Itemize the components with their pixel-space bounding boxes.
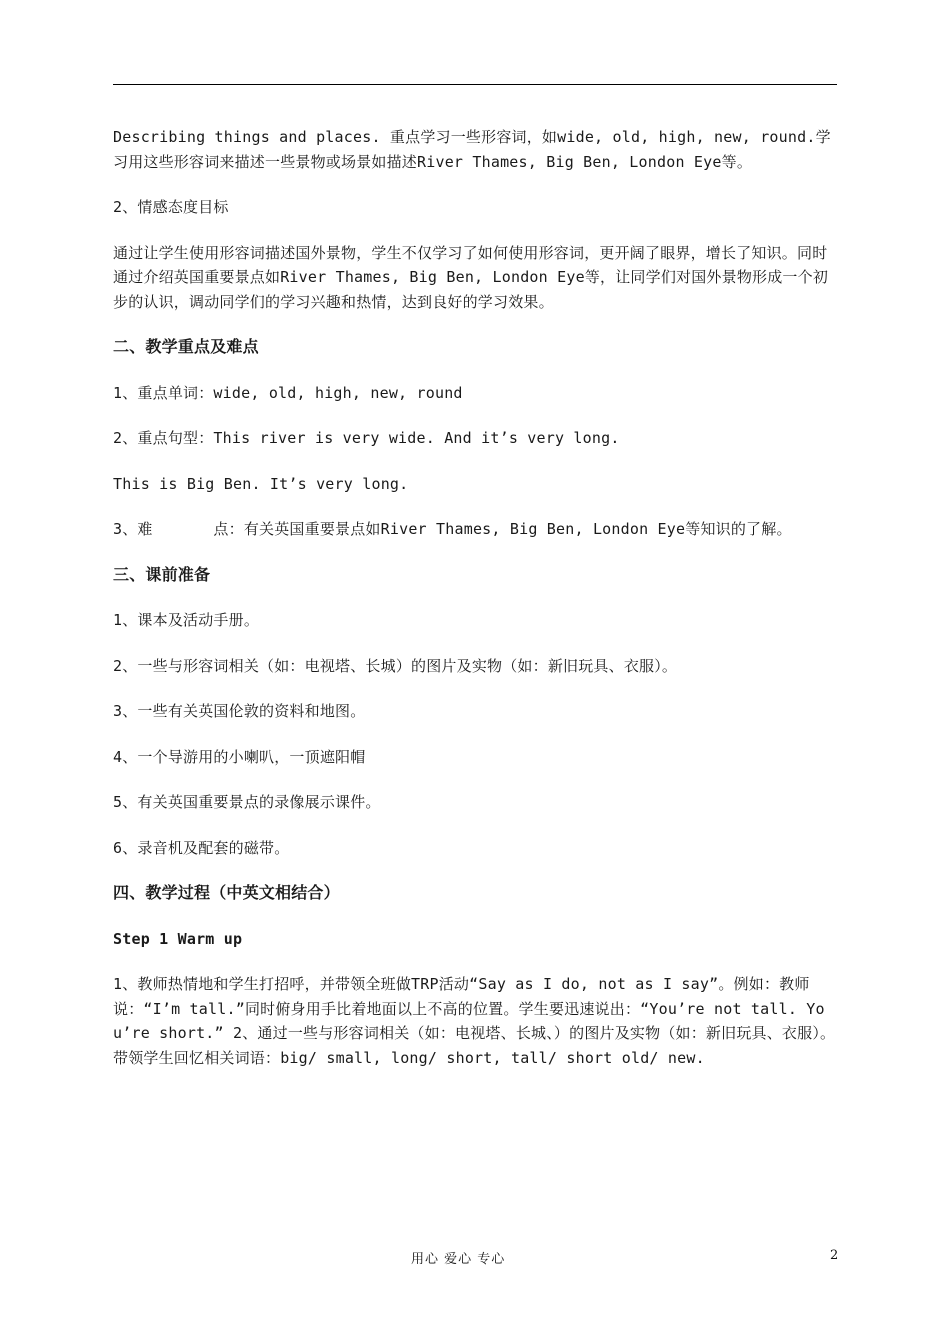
paragraph-example-sentence: This is Big Ben. It’s very long. (113, 474, 409, 493)
prep-item-5: 5、有关英国重要景点的录像展示课件。 (113, 793, 381, 811)
prep-item-4: 4、一个导游用的小喇叭，一顶遮阳帽 (113, 747, 366, 766)
section-heading-preparation: 三、课前准备 (113, 564, 211, 584)
step-heading-warm-up: Step 1 Warm up (113, 929, 243, 948)
paragraph-warm-up-activity: 1、教师热情地和学生打招呼，并带领全班做TRP活动“Say as I do, not as I say”。例如：教师说：“I’m tall.”同时俯身用手比着地面以上不高的位置。学生要迅速说出：“You’re not tall. You’re short.” 2、通过一些与形容词相关（如：电视塔、长城、）的图片及实物（如：新旧玩具、衣服）。带领学生回忆相关词语：big/ small, long/ short, tall/ short old/ new. (113, 975, 836, 1067)
paragraph-difficult-points: 3、难 点：有关英国重要景点如River Thames, Big Ben, London Eye等知识的了解。 (113, 520, 792, 538)
document-body (113, 125, 837, 1091)
section-heading-teaching-process: 四、教学过程（中英文相结合） (113, 883, 340, 902)
paragraph-key-sentences: 2、重点句型：This river is very wide. And it’s very long. (113, 429, 620, 447)
header-rule (113, 84, 837, 85)
page-number: 2 (830, 1248, 839, 1263)
prep-item-2: 2、一些与形容词相关（如：电视塔、长城）的图片及实物（如：新旧玩具、衣服）。 (113, 656, 678, 675)
paragraph-key-words: 1、重点单词：wide, old, high, new, round (113, 383, 463, 402)
paragraph-emotion-goal: 通过让学生使用形容词描述国外景物，学生不仅学习了如何使用形容词，更开阔了眼界，增长了知识。同时通过介绍英国重要景点如River Thames, Big Ben, London Eye等，让同学们对国外景物形成一个初步的认识，调动同学们的学习兴趣和热情，达到良好的学习效果。 (113, 243, 829, 311)
footer-motto: 用心 爱心 专心 (411, 1252, 506, 1267)
paragraph-emotion-goal-label: 2、情感态度目标 (113, 198, 229, 216)
prep-item-1: 1、课本及活动手册。 (113, 611, 260, 629)
paragraph-describing-things: Describing things and places. 重点学习一些形容词，如wide, old, high, new, round.学习用这些形容词来描述一些景物或场景如描述River Thames, Big Ben, London Eye等。 (113, 128, 831, 171)
prep-item-3: 3、一些有关英国伦敦的资料和地图。 (113, 702, 366, 720)
prep-item-6: 6、录音机及配套的磁带。 (113, 838, 290, 857)
section-heading-key-points: 二、教学重点及难点 (113, 337, 259, 356)
